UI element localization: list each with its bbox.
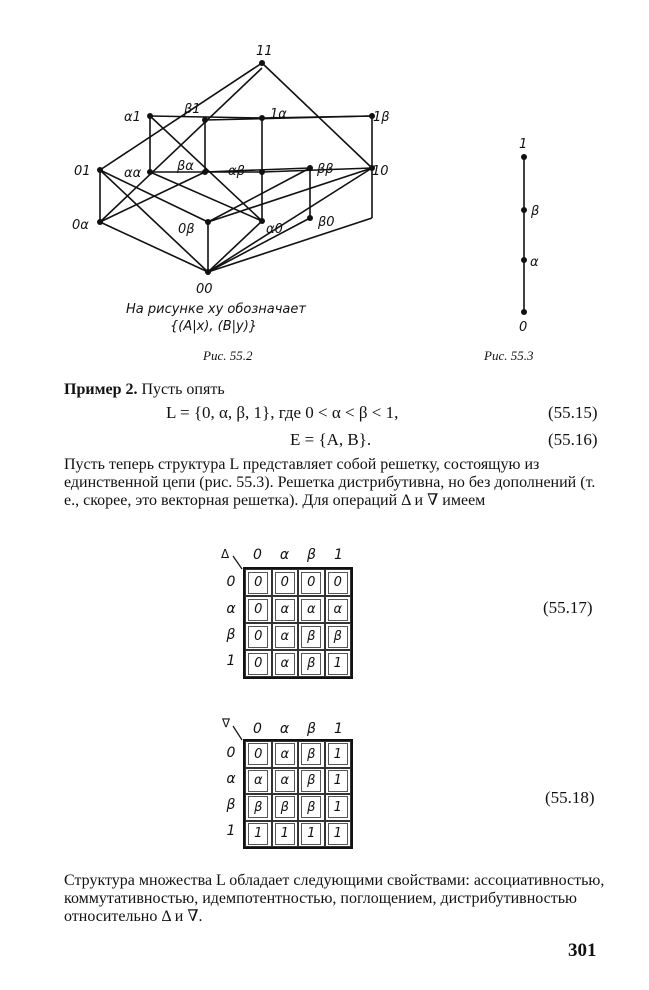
table-meet-op: Δ xyxy=(221,547,230,561)
table-meet-cell: 0 xyxy=(272,569,299,596)
table-join-row-0: 0 xyxy=(226,745,236,761)
equation-number-55-17: (55.17) xyxy=(543,598,593,617)
table-join-cell: 1 xyxy=(272,821,299,848)
label-10: 10 xyxy=(372,164,389,179)
table-meet-cell: β xyxy=(298,623,325,650)
table-join-col-2: β xyxy=(307,721,316,737)
equation-55-15: L = {0, α, β, 1}, где 0 < α < β < 1, xyxy=(166,403,399,422)
table-join-row-3: 1 xyxy=(226,823,236,839)
table-meet-cell: β xyxy=(325,623,352,650)
table-join-cell: 1 xyxy=(325,768,352,795)
table-join-col-0: 0 xyxy=(253,721,262,737)
table-meet-cell: 0 xyxy=(245,596,272,623)
table-join-cell: β xyxy=(245,794,272,821)
figure-note-line2: {(A|x), (B|y)} xyxy=(170,319,258,334)
table-join-grid xyxy=(243,739,353,849)
table-join-cell: 1 xyxy=(325,821,352,848)
table-meet-cell: 0 xyxy=(245,623,272,650)
label-ba: βα xyxy=(177,159,194,174)
equation-number-55-18: (55.18) xyxy=(545,788,595,807)
table-meet-cell: 0 xyxy=(298,569,325,596)
table-meet-row-2: β xyxy=(226,627,236,643)
table-join-col-3: 1 xyxy=(334,721,343,737)
chain-label-1: 1 xyxy=(519,137,528,152)
table-meet-cell: α xyxy=(272,650,299,677)
table-meet-col-2: β xyxy=(307,547,316,563)
label-bb: ββ xyxy=(317,162,334,177)
table-join-cell: α xyxy=(272,768,299,795)
table-meet-col-1: α xyxy=(279,547,290,563)
caption-55-2: Рис. 55.2 xyxy=(203,348,253,363)
example-heading-rest: Пусть опять xyxy=(137,381,225,398)
label-1a: 1α xyxy=(270,107,287,122)
table-join-row-2: β xyxy=(226,797,236,813)
table-meet-row-0: 0 xyxy=(226,574,236,590)
figure-note-line1: На рисунке xy обозначает xyxy=(126,302,306,317)
table-join-cell: 1 xyxy=(325,741,352,768)
equation-55-16: E = {A, B}. xyxy=(290,430,372,449)
table-join-cell: 0 xyxy=(245,741,272,768)
equation-number-55-16: (55.16) xyxy=(548,430,598,449)
label-00: 00 xyxy=(196,282,213,297)
chain-label-beta: β xyxy=(531,204,540,219)
table-join-cell: α xyxy=(245,768,272,795)
label-b1: β1 xyxy=(184,102,201,117)
label-b0: β0 xyxy=(318,215,335,230)
paragraph-1: Пусть теперь структура L представляет собой решетку, состоящую из единственной цепи (рис. 55.3). Решетка дистрибутивна, но без дополнений (т. е., скорее, это векторная решетка). Для операций Δ и ∇ имеем xyxy=(64,456,596,509)
table-meet-cell: 1 xyxy=(325,650,352,677)
table-meet-col-3: 1 xyxy=(334,547,343,563)
paragraph-2: Структура множества L обладает следующими свойствами: ассоциативностью, коммутативностью, идемпотентностью, поглощением, дистрибутивностью относительно Δ и ∇. xyxy=(64,872,605,925)
label-aa: αα xyxy=(124,166,142,181)
label-0a: 0α xyxy=(72,218,89,233)
table-join-cell: 1 xyxy=(325,794,352,821)
table-join-cell: β xyxy=(272,794,299,821)
table-meet-row-3: 1 xyxy=(226,653,236,669)
label-11: 11 xyxy=(256,44,273,59)
chain-label-alpha: α xyxy=(530,255,539,270)
table-meet-cell: α xyxy=(325,596,352,623)
table-join-op: ∇ xyxy=(222,716,231,730)
table-meet-cell: 0 xyxy=(245,569,272,596)
label-0b: 0β xyxy=(178,222,195,237)
table-meet-cell: 0 xyxy=(245,650,272,677)
table-join-cell: β xyxy=(298,794,325,821)
label-ab: αβ xyxy=(228,164,245,179)
example-heading-bold: Пример 2. xyxy=(64,381,138,398)
equation-number-55-15: (55.15) xyxy=(548,403,598,422)
label-a1: α1 xyxy=(124,110,141,125)
table-meet-row-1: α xyxy=(226,601,236,617)
table-meet-cell: 0 xyxy=(325,569,352,596)
table-meet-cell: α xyxy=(272,623,299,650)
table-join-cell: 1 xyxy=(245,821,272,848)
page-number: 301 xyxy=(568,940,597,961)
table-join-cell: β xyxy=(298,741,325,768)
chain-label-0: 0 xyxy=(519,320,528,335)
table-meet-cell: β xyxy=(298,650,325,677)
table-join-cell: 1 xyxy=(298,821,325,848)
table-meet-cell: α xyxy=(298,596,325,623)
label-a0: α0 xyxy=(266,222,283,237)
label-1b: 1β xyxy=(373,110,390,125)
table-join-row-1: α xyxy=(226,771,236,787)
label-01: 01 xyxy=(74,164,91,179)
table-join-cell: α xyxy=(272,741,299,768)
caption-55-3: Рис. 55.3 xyxy=(484,348,534,363)
table-join-cell: β xyxy=(298,768,325,795)
table-meet-cell: α xyxy=(272,596,299,623)
table-join-col-1: α xyxy=(279,721,290,737)
table-meet-col-0: 0 xyxy=(253,547,262,563)
